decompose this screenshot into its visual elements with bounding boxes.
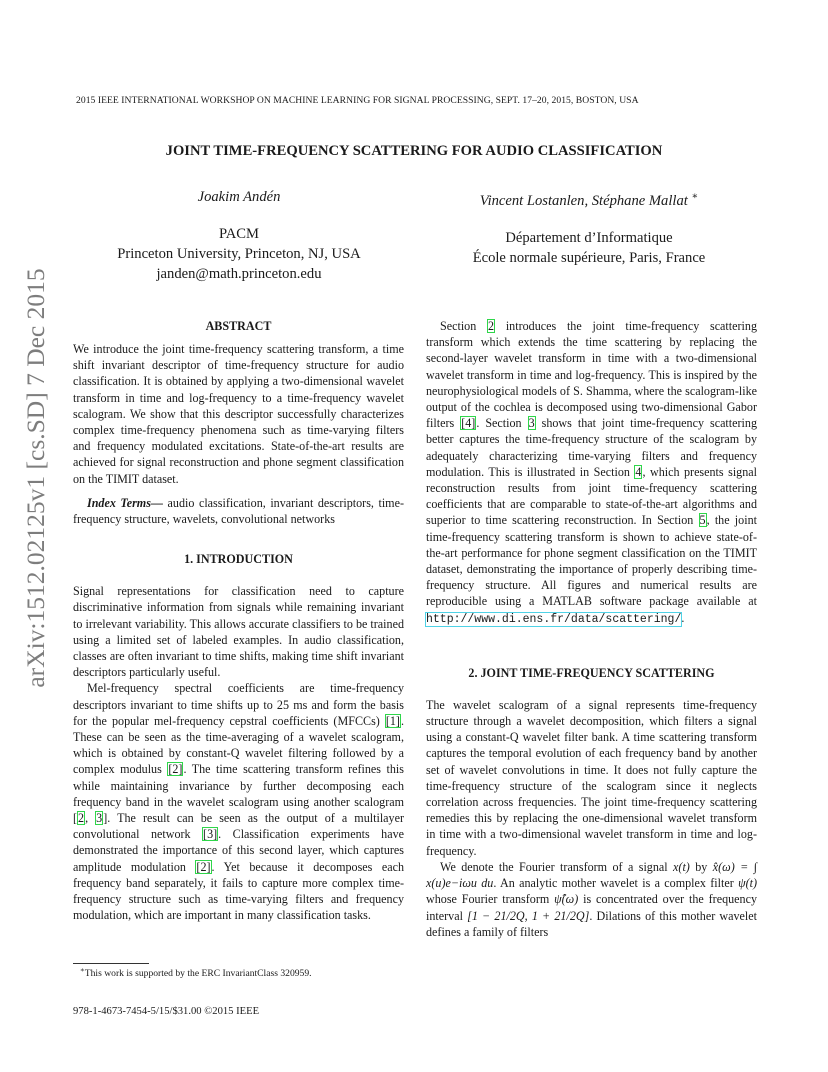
abstract-text: We introduce the joint time-frequency scattering transform, a time shift invariant descriptor of time-frequency structure for audio classification. It is obtained by applying a two-dimensional wavelet transform in time and log-frequency to a time-frequency wavelet scalogram. We show that this descriptor successfully characterizes complex time-frequency phenomena such as time-varying filters and frequency modulated excitations. State-of-the-art results are achieved for signal reconstruction and phone segment classification on the TIMIT dataset.	[73, 342, 404, 486]
author-name: Joakim Andén	[197, 189, 281, 205]
intro-paragraph-2: Mel-frequency spectral coefficients are time-frequency descriptors invariant to time shifts up to 25 ms and form the basis for the popular mel-frequency cepstral coefficients (MFCCs) [1]. These can be seen as the time-averaging of a wavelet scalogram, which is obtained by constant-Q wavelet filtering followed by a complex modulus [2]. The time scattering transform refines this while maintaining invariance by further decomposing each frequency band in the wavelet scalogram using another scalogram [2, 3]. The result can be seen as the output of a multilayer convolutional network [3]. Classification experiments have demonstrated the importance of this second layer, which captures amplitude modulation [2]. Yet because it decomposes each frequency band separately, it fails to capture more complex time-frequency structure such as time-varying filters and frequency modulation, which are important in many classification tasks.	[73, 681, 405, 923]
intro-paragraph-1: Signal representations for classification need to capture discriminative information from signals while remaining invariant to irrelevant variability. This allows accurate classifiers to be trained using a limited set of labeled examples. In audio classification, classes are often invariant to time shifts, making time shift invariant descriptors particularly useful.	[73, 584, 404, 680]
affiliation-line: École normale supérieure, Paris, France	[472, 249, 706, 266]
section-link[interactable]: 3	[528, 416, 535, 431]
index-terms-label: Index Terms—	[87, 495, 163, 510]
citation-link[interactable]: [2]	[196, 859, 211, 874]
citation-link[interactable]: [4]	[461, 416, 476, 431]
author-name: Vincent Lostanlen, Stéphane Mallat ∗	[479, 191, 699, 209]
section2-paragraph-2: We denote the Fourier transform of a signal x(t) by x̂(ω) = ∫ x(u)e−iωu du. An analytic mother wavelet is a complex filter ψ(t) whose Fourier transform ψ̂(ω) is concentrated over the frequency interval [1 − 21/2Q, 1 + 21/2Q]. Dilations of this mother wavelet defines a family of filters	[426, 859, 758, 939]
section-link[interactable]: 4	[635, 464, 642, 479]
software-url-link[interactable]: http://www.di.ens.fr/data/scattering/	[426, 612, 682, 626]
introduction-heading: 1. INTRODUCTION	[184, 552, 293, 567]
citation-link[interactable]: [1]	[385, 713, 400, 728]
index-terms: Index Terms— audio classification, invariant descriptors, time-frequency structure, wavelets, convolutional networks	[73, 495, 404, 527]
section-link[interactable]: 5	[699, 513, 706, 528]
citation-link[interactable]: 2	[78, 811, 85, 826]
abstract-heading: ABSTRACT	[205, 319, 272, 333]
citation-link[interactable]: [3]	[203, 827, 218, 842]
conference-header: 2015 IEEE INTERNATIONAL WORKSHOP ON MACHINE LEARNING FOR SIGNAL PROCESSING, SEPT. 17–20, 2015, BOSTON, USA	[76, 95, 639, 106]
affiliation-line: Princeton University, Princeton, NJ, USA	[117, 246, 361, 262]
section2-heading: 2. JOINT TIME-FREQUENCY SCATTERING	[468, 665, 715, 680]
math-inline: [1 − 21/2Q, 1 + 21/2Q]	[467, 908, 590, 923]
affiliation-line: Département d’Informatique	[505, 229, 673, 246]
math-inline: ψ̂(ω)	[554, 892, 579, 907]
footnote: ∗This work is supported by the ERC InvariantClass 320959.	[80, 966, 312, 980]
intro-paragraph-3: Section 2 introduces the joint time-frequency scattering transform which extends the time scattering by replacing the second-layer wavelet transform in time with a two-dimensional wavelet transform in time and log-frequency. This is inspired by the neurophysiological models of S. Shamma, where the scalogram-like output of the cochlea is decomposed using two-dimensional Gabor filters [4]. Section 3 shows that joint time-frequency scattering better captures the time-frequency structure of the scalogram by adequately characterizing time-varying filters and frequency modulation. This is illustrated in Section 4, which presents signal reconstruction results from joint time-frequency scattering coefficients that are comparable to state-of-the-art algorithms and superior to time scattering reconstruction. In Section 5, the joint time-frequency scattering transform is shown to achieve state-of-the-art performance for phone segment classification on the TIMIT dataset, demonstrating the importance of properly describing time-frequency structure. All figures and numerical results are reproducible using a MATLAB software package available at http://www.di.ens.fr/data/scattering/.	[426, 319, 757, 626]
citation-link[interactable]: [2]	[168, 762, 183, 777]
math-inline: x(t)	[673, 859, 690, 874]
left-column	[73, 318, 404, 924]
citation-link[interactable]: 3	[96, 811, 103, 826]
footnote-marker: ∗	[80, 966, 85, 974]
footnote-rule	[73, 963, 149, 964]
math-inline: x̂(ω) = ∫ x(u)e−iωu du	[426, 859, 758, 891]
math-inline: ψ(t)	[738, 876, 757, 891]
footnote-marker: ∗	[691, 191, 699, 202]
arxiv-stamp: arXiv:1512.02125v1 [cs.SD] 7 Dec 2015	[21, 268, 50, 688]
copyright-line: 978-1-4673-7454-5/15/$31.00 ©2015 IEEE	[73, 1006, 260, 1017]
section-link[interactable]: 2	[488, 319, 495, 333]
author-email: janden@math.princeton.edu	[156, 266, 322, 282]
author-block-2	[422, 187, 756, 268]
author-block-1	[72, 187, 406, 284]
section2-paragraph-1: The wavelet scalogram of a signal represents time-frequency structure through a wavelet decomposition, which filters a signal using a constant-Q wavelet filter bank. A time scattering transform captures the temporal evolution of each frequency band by another set of wavelet convolutions in time. It does not fully capture the time-frequency structure of the scalogram since it neglects correlation across frequencies. The joint time-frequency scattering remedies this by replacing the one-dimensional wavelet transform in time with a two-dimensional wavelet transform in time and log-frequency.	[426, 697, 757, 858]
affiliation-line: PACM	[218, 226, 260, 242]
right-column	[426, 318, 757, 940]
paper-title: JOINT TIME-FREQUENCY SCATTERING FOR AUDIO CLASSIFICATION	[165, 143, 663, 159]
